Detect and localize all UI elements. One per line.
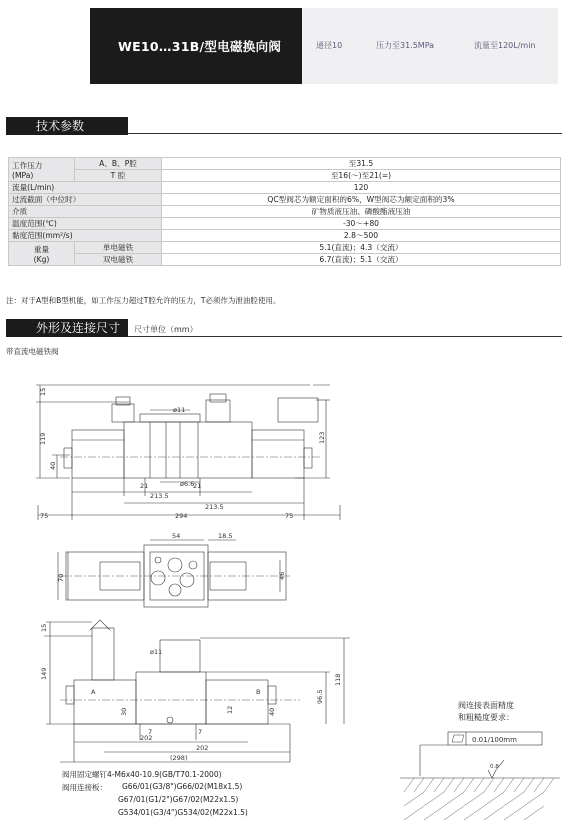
technical-drawing <box>0 360 572 836</box>
dim-label: 7 <box>198 728 203 736</box>
dim-label: 40 <box>49 461 57 470</box>
dim-label: 213.5 <box>150 492 169 500</box>
dim-label: 21 <box>193 482 202 490</box>
table-value: -30～+80 <box>162 218 561 230</box>
dim-label: 213.5 <box>205 503 224 511</box>
table-value: 120 <box>162 182 561 194</box>
side-view-labels <box>40 624 342 762</box>
table-value: 矿物质液压油、磷酸酯液压油 <box>162 206 561 218</box>
front-view <box>36 385 340 520</box>
dim-label: 18.5 <box>218 532 233 540</box>
section-title-dims: 外形及连接尺寸 <box>6 319 128 337</box>
table-row <box>9 230 561 242</box>
roughness-labels <box>472 736 517 770</box>
spec-diameter: 通径10 <box>316 41 343 50</box>
table-note: 注：对于A型和B型机能，如工作压力超过T腔允许的压力，T必须作为泄油腔使用。 <box>6 296 281 305</box>
table-sub-label: T 腔 <box>75 170 162 182</box>
table-value: 至16(～)至21(=) <box>162 170 561 182</box>
table-label: 介质 <box>9 206 162 218</box>
table-value: 2.8～500 <box>162 230 561 242</box>
table-value: 5.1(直流)；4.3（交流） <box>162 242 561 254</box>
table-value: 至31.5 <box>162 158 561 170</box>
dim-label: 294 <box>175 512 188 520</box>
port-label: B <box>256 688 261 696</box>
table-label: 重量 (Kg) <box>9 242 75 266</box>
table-row <box>9 206 561 218</box>
dim-label: ø6.6 <box>180 480 195 488</box>
dim-label: 70 <box>57 573 65 582</box>
table-sub-label: 双电磁铁 <box>75 254 162 266</box>
dim-label: 202 <box>196 744 209 752</box>
dim-label: (298) <box>170 754 188 762</box>
dim-label: 15 <box>39 387 47 396</box>
table-row <box>9 182 561 194</box>
table-value: 6.7(直流)；5.1（交流） <box>162 254 561 266</box>
dim-label: 21 <box>140 482 149 490</box>
table-sub-label: 单电磁铁 <box>75 242 162 254</box>
table-label: 流量(L/min) <box>9 182 162 194</box>
plan-view-labels <box>57 532 286 582</box>
dim-label: 123 <box>318 431 326 444</box>
dim-label: ø11 <box>173 406 186 414</box>
dim-label: 202 <box>140 734 153 742</box>
dim-label: 40 <box>268 707 276 716</box>
dim-label: 46 <box>278 571 286 580</box>
side-view <box>44 620 350 762</box>
drawing-subtitle: 带直流电磁铁阀 <box>6 347 59 356</box>
section-title-tech: 技术参数 <box>6 117 128 135</box>
table-row <box>9 194 561 206</box>
dim-label: 7 <box>148 728 153 736</box>
roughness-title: 阀连接表面精度 <box>458 701 514 710</box>
roughness-symbol <box>400 732 560 820</box>
table-row <box>9 218 561 230</box>
table-label: 温度范围(℃) <box>9 218 162 230</box>
dim-label: 149 <box>40 667 48 680</box>
dim-label: ø11 <box>150 648 163 656</box>
dim-label: 30 <box>120 707 128 716</box>
dim-label: 75 <box>285 512 294 520</box>
table-sub-label: A、B、P腔 <box>75 158 162 170</box>
table-row <box>9 254 561 266</box>
plate-spec: G67/01(G1/2")G67/02(M22x1.5) <box>118 795 239 804</box>
front-view-labels <box>39 388 326 520</box>
spec-pressure: 压力至31.5MPa <box>376 41 435 50</box>
table-row <box>9 242 561 254</box>
plate-spec: G66/01(G3/8")G66/02(M18x1.5) <box>122 782 243 791</box>
dim-label: 118 <box>334 673 342 686</box>
plan-view <box>58 540 290 607</box>
dim-label: 12 <box>226 705 234 714</box>
dim-label: 96.5 <box>316 689 324 704</box>
spec-flow: 流量至120L/min <box>474 41 536 50</box>
port-label: A <box>91 688 96 696</box>
table-row <box>9 158 561 170</box>
plate-spec: G534/01(G3/4")G534/02(M22x1.5) <box>118 808 248 817</box>
table-row <box>9 170 561 182</box>
dim-label: 54 <box>172 532 181 540</box>
roughness-ra: 0.8 <box>490 764 499 770</box>
dim-label: 75 <box>40 512 49 520</box>
flatness-value: 0.01/100mm <box>472 736 517 744</box>
dim-label: 15 <box>40 623 48 632</box>
plates-label: 阀用连接板： <box>62 783 107 792</box>
dim-label: 119 <box>39 432 47 445</box>
dims-unit: 尺寸单位（mm） <box>134 325 198 334</box>
table-label: 工作压力 (MPa) <box>9 158 75 182</box>
spec-table <box>8 157 561 266</box>
table-label: 过流截面（中位时） <box>9 194 162 206</box>
bolt-spec: 阀用固定螺钉4-M6x40-10.9(GB/T70.1-2000) <box>62 770 222 779</box>
table-label: 黏度范围(mm²/s) <box>9 230 162 242</box>
table-value: QC型阀芯为额定面积的6%，W型阀芯为额定面积的3% <box>162 194 561 206</box>
roughness-title-2: 和粗糙度要求： <box>458 713 514 722</box>
product-title: WE10…31B/型电磁换向阀 <box>118 39 282 54</box>
